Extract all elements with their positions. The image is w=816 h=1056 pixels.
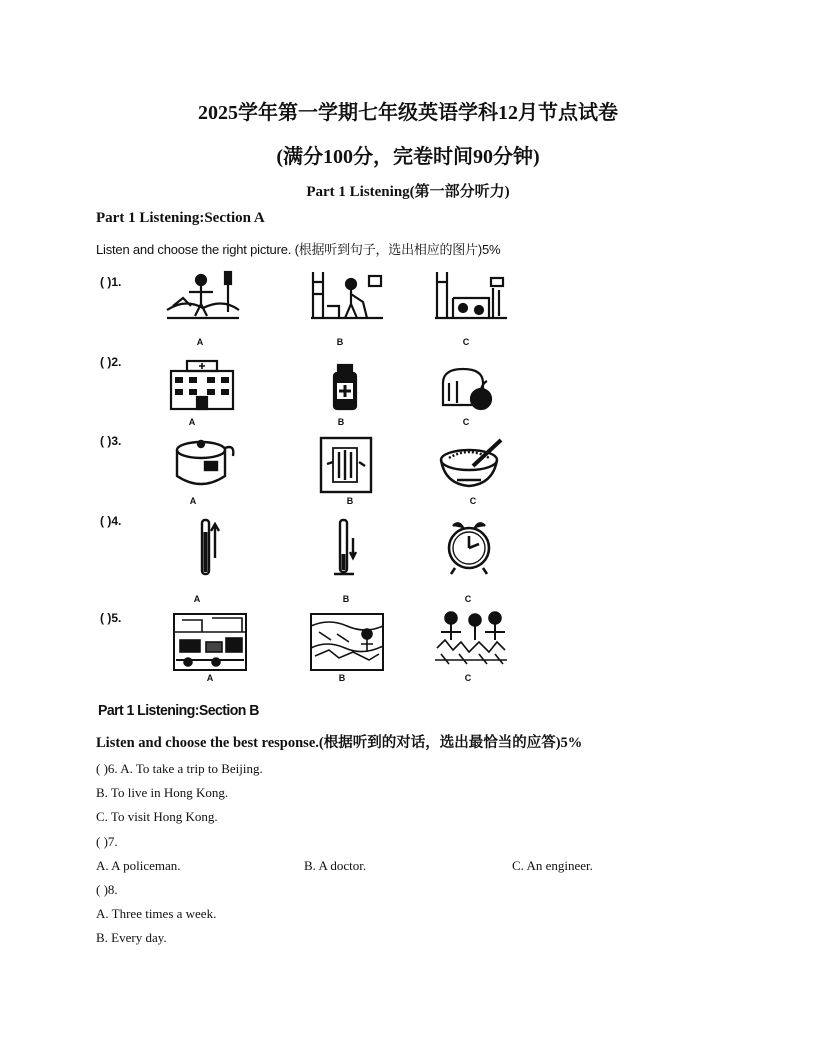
busy-street-scene-icon: [172, 612, 248, 672]
question-option: B. A doctor.: [304, 858, 367, 873]
rice-cooker-icon: [165, 434, 241, 494]
messy-street-icon: [433, 268, 509, 328]
bowl-of-rice-icon: [433, 434, 509, 494]
question-option: C. To visit Hong Kong.: [96, 809, 218, 824]
option-label: C: [464, 673, 472, 683]
option-label: C: [464, 594, 472, 604]
option-label: A: [196, 337, 204, 347]
question-option: A. Three times a week.: [96, 906, 217, 921]
hospital-building-icon: [165, 355, 241, 415]
exam-subtitle: (满分100分，完卷时间90分钟): [276, 146, 540, 168]
traffic-police-icon: [165, 268, 241, 328]
section-a-heading: Part 1 Listening:Section A: [96, 210, 265, 226]
question-option: B. To live in Hong Kong.: [96, 785, 229, 800]
option-label: A: [188, 417, 196, 427]
question-option: A. A policeman.: [96, 858, 181, 873]
section-a-instruction: Listen and choose the right picture. (根据听到句子，选出相应的图片)5%: [96, 242, 501, 257]
exam-title: 2025学年第一学期七年级英语学科12月节点试卷: [198, 102, 618, 124]
option-label: B: [336, 337, 344, 347]
question-number: ( )3.: [100, 434, 122, 448]
poster-icon: [309, 434, 385, 494]
cleaning-street-icon: [309, 268, 385, 328]
part-title: Part 1 Listening(第一部分听力): [306, 184, 510, 200]
question-number: ( )4.: [100, 514, 122, 528]
children-planting-icon: [433, 608, 509, 668]
question-line: ( )7.: [96, 834, 118, 849]
section-b-heading: Part 1 Listening:Section B: [98, 702, 259, 719]
option-label: B: [346, 496, 354, 506]
section-b-instruction: Listen and choose the best response.(根据听到的对话，选出最恰当的应答)5%: [96, 735, 583, 751]
question-number: ( )5.: [100, 611, 122, 625]
question-number: ( )2.: [100, 355, 122, 369]
option-label: C: [462, 337, 470, 347]
option-label: B: [338, 673, 346, 683]
question-line: ( )8.: [96, 882, 118, 897]
river-scene-icon: [309, 612, 385, 672]
option-label: B: [337, 417, 345, 427]
question-number: ( )1.: [100, 275, 122, 289]
option-label: A: [193, 594, 201, 604]
thermometer-up-icon: [170, 518, 246, 578]
question-line: ( )6. A. To take a trip to Beijing.: [96, 761, 263, 776]
thermometer-down-icon: [308, 518, 384, 578]
medicine-bottle-icon: [309, 361, 385, 421]
question-option: B. Every day.: [96, 930, 167, 945]
bread-and-apple-icon: [433, 361, 509, 421]
option-label: A: [206, 673, 214, 683]
option-label: C: [462, 417, 470, 427]
alarm-clock-icon: [433, 516, 509, 576]
option-label: A: [189, 496, 197, 506]
option-label: B: [342, 594, 350, 604]
option-label: C: [469, 496, 477, 506]
question-option: C. An engineer.: [512, 858, 593, 873]
